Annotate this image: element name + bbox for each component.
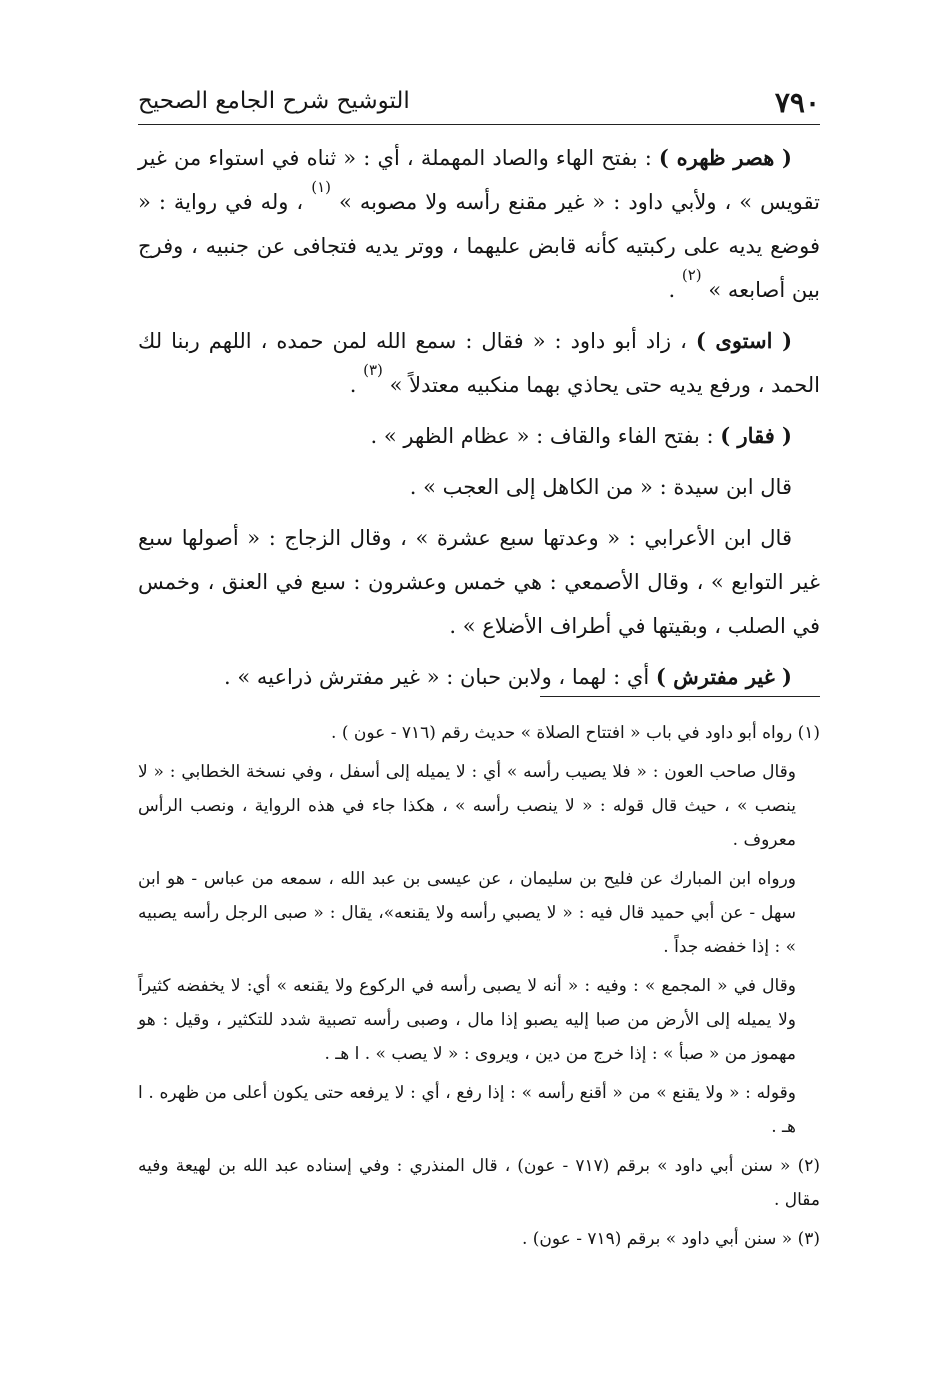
footnote-2: (٢) « سنن أبي داود » برقم (٧١٧ - عون) ، قال المنذري : وفي إسناده عبد الله بن لهيعة وفيه مقال . — [138, 1156, 820, 1210]
paragraph-text: ، زاد أبو داود : « فقال : سمع الله لمن حمده ، اللهم ربنا لك الحمد ، ورفع يديه حتى يحاذي بهما منكبيه معتدلاً » — [138, 329, 820, 397]
footnotes — [138, 716, 820, 1261]
lemma-istawa: ( استوى ) — [695, 328, 793, 353]
paragraph-ibn-sida: قال ابن سيدة : « من الكاهل إلى العجب » . — [409, 475, 792, 499]
footnote-ref-2[interactable]: (٢) — [681, 266, 702, 284]
paragraph-hasr-zahrih — [138, 136, 820, 312]
footnote-1-commentary: وقوله : « ولا يقنع » من « أقنع رأسه » : إذا رفع ، أي : لا يرفعه حتى يكون أعلى من ظهره . ا هـ . — [138, 1083, 796, 1137]
footnote-1-commentary: وقال في « المجمع » : وفيه : « أنه لا يصبى رأسه في الركوع ولا يقنعه » أي: لا يخفضه كثيراً ولا يميله إلى الأرض من صبا إليه يصبو إذا مال ، وصبى رأسه تصبية شدد للتكثير ، وقيل : هو مهموز من « صبأ » : إذا خرج من دين ، ويروى : « لا يصب » . ا هـ . — [138, 976, 796, 1064]
paragraph-end: . — [668, 278, 682, 302]
footnote-ref-3[interactable]: (٣) — [363, 361, 383, 379]
paragraph-text: : بفتح الفاء والقاف : « عظام الظهر » . — [370, 424, 721, 448]
lemma-hasr-zahrih: ( هصر ظهره ) — [658, 145, 792, 170]
running-title: التوشيح شرح الجامع الصحيح — [138, 88, 410, 114]
paragraph-ghayr-muftarish — [138, 655, 820, 699]
main-text — [138, 136, 820, 706]
footnote-1-commentary: وقال صاحب العون : « فلا يصيب رأسه » أي : لا يميله إلى أسفل ، وفي نسخة الخطابي : « لا ينصب » ، حيث قال قوله : « لا ينصب رأسه » ، هكذا جاء في هذه الرواية ، ونصب الرأس معروف . — [138, 762, 796, 850]
paragraph-text: : بفتح الهاء والصاد المهملة ، أي : « ثناه في استواء من غير تقويس » ، ولأبي داود : « غير مقنع رأسه ولا مصوبه » — [138, 146, 820, 214]
footnote-separator — [540, 696, 820, 697]
paragraph-end: . — [349, 373, 364, 397]
paragraph-ibn-alarabi: قال ابن الأعرابي : « وعدتها سبع عشرة » ، وقال الزجاج : « أصولها سبع غير التوابع » ، وقال الأصمعي : هي خمس وعشرون : سبع في العنق ، وخمس في الصلب ، وبقيتها في أطراف الأضلاع » . — [138, 526, 820, 638]
footnote-ref-1[interactable]: (١) — [311, 178, 331, 196]
footnote-3: (٣) « سنن أبي داود » برقم (٧١٩ - عون) . — [521, 1229, 820, 1249]
page-number: ٧٩٠ — [774, 86, 820, 119]
paragraph-text: ، وله في رواية : « فوضع يديه على ركبتيه كأنه قابض عليهما ، ووتر يديه فتجافى عن جنبيه ، وفرج بين أصابعه » — [138, 190, 820, 302]
paragraph-faqar — [138, 414, 820, 458]
lemma-faqar: ( فقار ) — [720, 423, 792, 448]
paragraph-istawa — [138, 319, 820, 407]
paragraph-text: أي : لهما ، ولابن حبان : « غير مفترش ذراعيه » . — [224, 665, 656, 689]
page-header — [138, 78, 820, 125]
lemma-ghayr-muftarish: ( غير مفترش ) — [655, 664, 792, 689]
footnote-1: (١) رواه أبو داود في باب « افتتاح الصلاة » حديث رقم (٧١٦ - عون ) . — [331, 723, 820, 743]
footnote-1-commentary: ورواه ابن المبارك عن فليح بن سليمان ، عن عيسى بن عبد الله ، سمعه من عباس - هو ابن سهل - عن أبي حميد قال فيه : « لا يصبي رأسه ولا يقنعه»، يقال : « صبى الرجل رأسه يصبيه » : إذا خفضه جداً . — [138, 869, 796, 957]
